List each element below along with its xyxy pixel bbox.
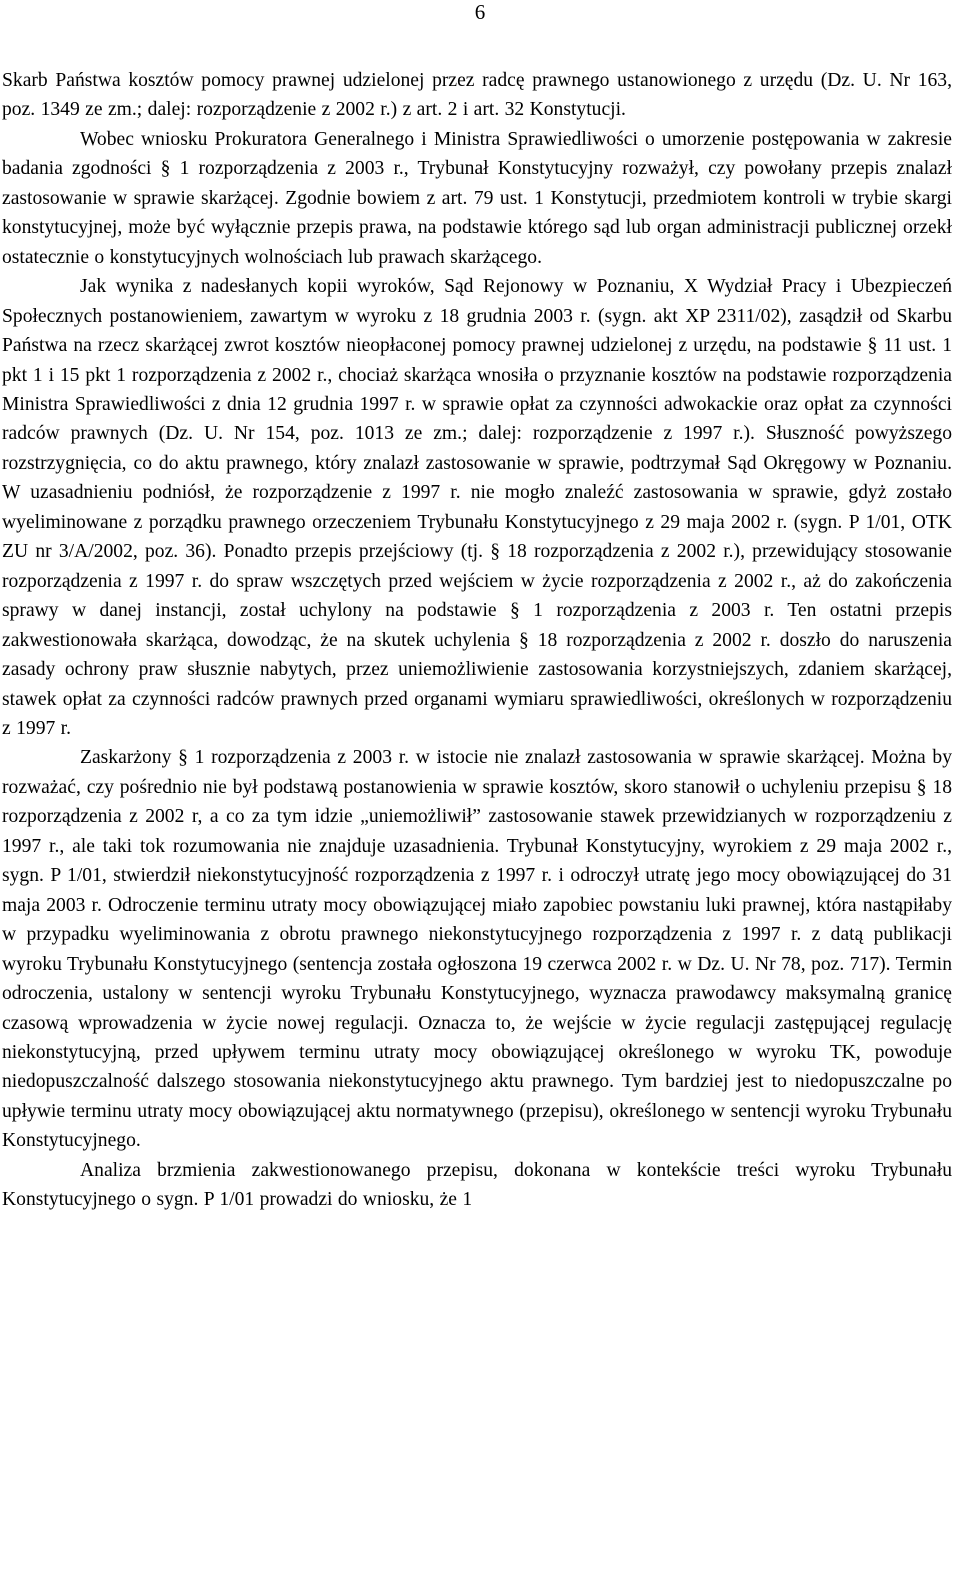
paragraph-discontinuance-request: Wobec wniosku Prokuratora Generalnego i Ministra Sprawiedliwości o umorzenie postępowania w zakresie badania zgodności § 1 rozporządzenia z 2003 r., Trybunał Konstytucyjny rozważył, czy powołany przepis znalazł zastosowanie w sprawie skarżącej. Zgodnie bowiem z art. 79 ust. 1 Konstytucji, przedmiotem kontroli w trybie skargi konstytucyjnej, może być wyłącznie przepis prawa, na podstawie którego sąd lub organ administracji publicznej orzekł ostatecznie o konstytucyjnych wolnościach lub prawach skarżącego. (2, 128, 952, 268)
page-number: 6 (474, 0, 486, 24)
document-body (2, 66, 952, 1215)
paragraph-continuation: Skarb Państwa kosztów pomocy prawnej udzielonej przez radcę prawnego ustanowionego z urzędu (Dz. U. Nr 163, poz. 1349 ze zm.; dalej: rozporządzenie z 2002 r.) z art. 2 i art. 32 Konstytucji. (2, 70, 952, 121)
paragraph-analysis: Analiza brzmienia zakwestionowanego przepisu, dokonana w kontekście treści wyroku Trybunału Konstytucyjnego o sygn. P 1/01 prowadzi do wniosku, że 1 (2, 1159, 952, 1211)
paragraph-court-judgments: Jak wynika z nadesłanych kopii wyroków, Sąd Rejonowy w Poznaniu, X Wydział Pracy i Ubezpieczeń Społecznych postanowieniem, zawartym w wyroku z 18 grudnia 2003 r. (sygn. akt XP 2311/02), zasądził od Skarbu Państwa na rzecz skarżącej zwrot kosztów nieopłaconej pomocy prawnej udzielonej z urzędu, na podstawie § 11 ust. 1 pkt 1 i 15 pkt 1 rozporządzenia z 2002 r., chociaż skarżąca wnosiła o przyznanie kosztów na podstawie rozporządzenia Ministra Sprawiedliwości z dnia 12 grudnia 1997 r. w sprawie opłat za czynności adwokackie oraz opłat za czynności radców prawnych (Dz. U. Nr 154, poz. 1013 ze zm.; dalej: rozporządzenie z 1997 r.). Słuszność powyższego rozstrzygnięcia, co do aktu prawnego, który znalazł zastosowanie w sprawie, podtrzymał Sąd Okręgowy w Poznaniu. W uzasadnieniu podniósł, że rozporządzenie z 1997 r. nie mogło znaleźć zastosowania w sprawie, gdyż zostało wyeliminowane z porządku prawnego orzeczeniem Trybunału Konstytucyjnego z 29 maja 2002 r. (sygn. P 1/01, OTK ZU nr 3/A/2002, poz. 36). Ponadto przepis przejściowy (tj. § 18 rozporządzenia z 2002 r.), przewidujący stosowanie rozporządzenia z 1997 r. do spraw wszczętych przed wejściem w życie rozporządzenia z 2002 r., aż do zakończenia sprawy w danej instancji, został uchylony na podstawie § 1 rozporządzenia z 2003 r. Ten ostatni przepis zakwestionowała skarżąca, dowodząc, że na skutek uchylenia § 18 rozporządzenia z 2002 r. doszło do naruszenia zasady ochrony praw słusznie nabytych, przez uniemożliwienie zastosowania korzystniejszych, zdaniem skarżącej, stawek opłat za czynności radców prawnych przed organami wymiaru sprawiedliwości, określonych w rozporządzeniu z 1997 r. (2, 276, 952, 739)
paragraph-challenged-provision: Zaskarżony § 1 rozporządzenia z 2003 r. w istocie nie znalazł zastosowania w sprawie skarżącej. Można by rozważać, czy pośrednio nie był podstawą postanowienia w sprawie kosztów, skoro stanowił o uchyleniu przepisu § 18 rozporządzenia z 2002 r, a co za tym idzie „uniemożliwił” zastosowanie stawek przewidzianych w rozporządzeniu z 1997 r., ale taki tok rozumowania nie znajduje uzasadnienia. Trybunał Konstytucyjny, wyrokiem z 29 maja 2002 r., sygn. P 1/01, stwierdził niekonstytucyjność rozporządzenia z 1997 r. i odroczył utratę jego mocy obowiązującej do 31 maja 2003 r. Odroczenie terminu utraty mocy obowiązującej miało zapobiec powstaniu luki prawnej, która nastąpiłaby w przypadku wyeliminowania z obrotu prawnego niekonstytucyjnego rozporządzenia z 1997 r. z datą publikacji wyroku Trybunału Konstytucyjnego (sentencja została ogłoszona 19 czerwca 2002 r. w Dz. U. Nr 78, poz. 717). Termin odroczenia, ustalony w sentencji wyroku Trybunału Konstytucyjnego, wyznacza prawodawcy maksymalną granicę czasową wprowadzenia w życie nowej regulacji. Oznacza to, że wejście w życie regulacji zastępującej regulację niekonstytucyjną, przed upływem terminu utraty mocy obowiązującej określonego w wyroku TK, powoduje niedopuszczalność dalszego stosowania niekonstytucyjnego aktu prawnego. Tym bardziej jest to niedopuszczalne po upływie terminu utraty mocy obowiązującej aktu normatywnego (przepisu), określonego w sentencji wyroku Trybunału Konstytucyjnego. (2, 747, 952, 1152)
